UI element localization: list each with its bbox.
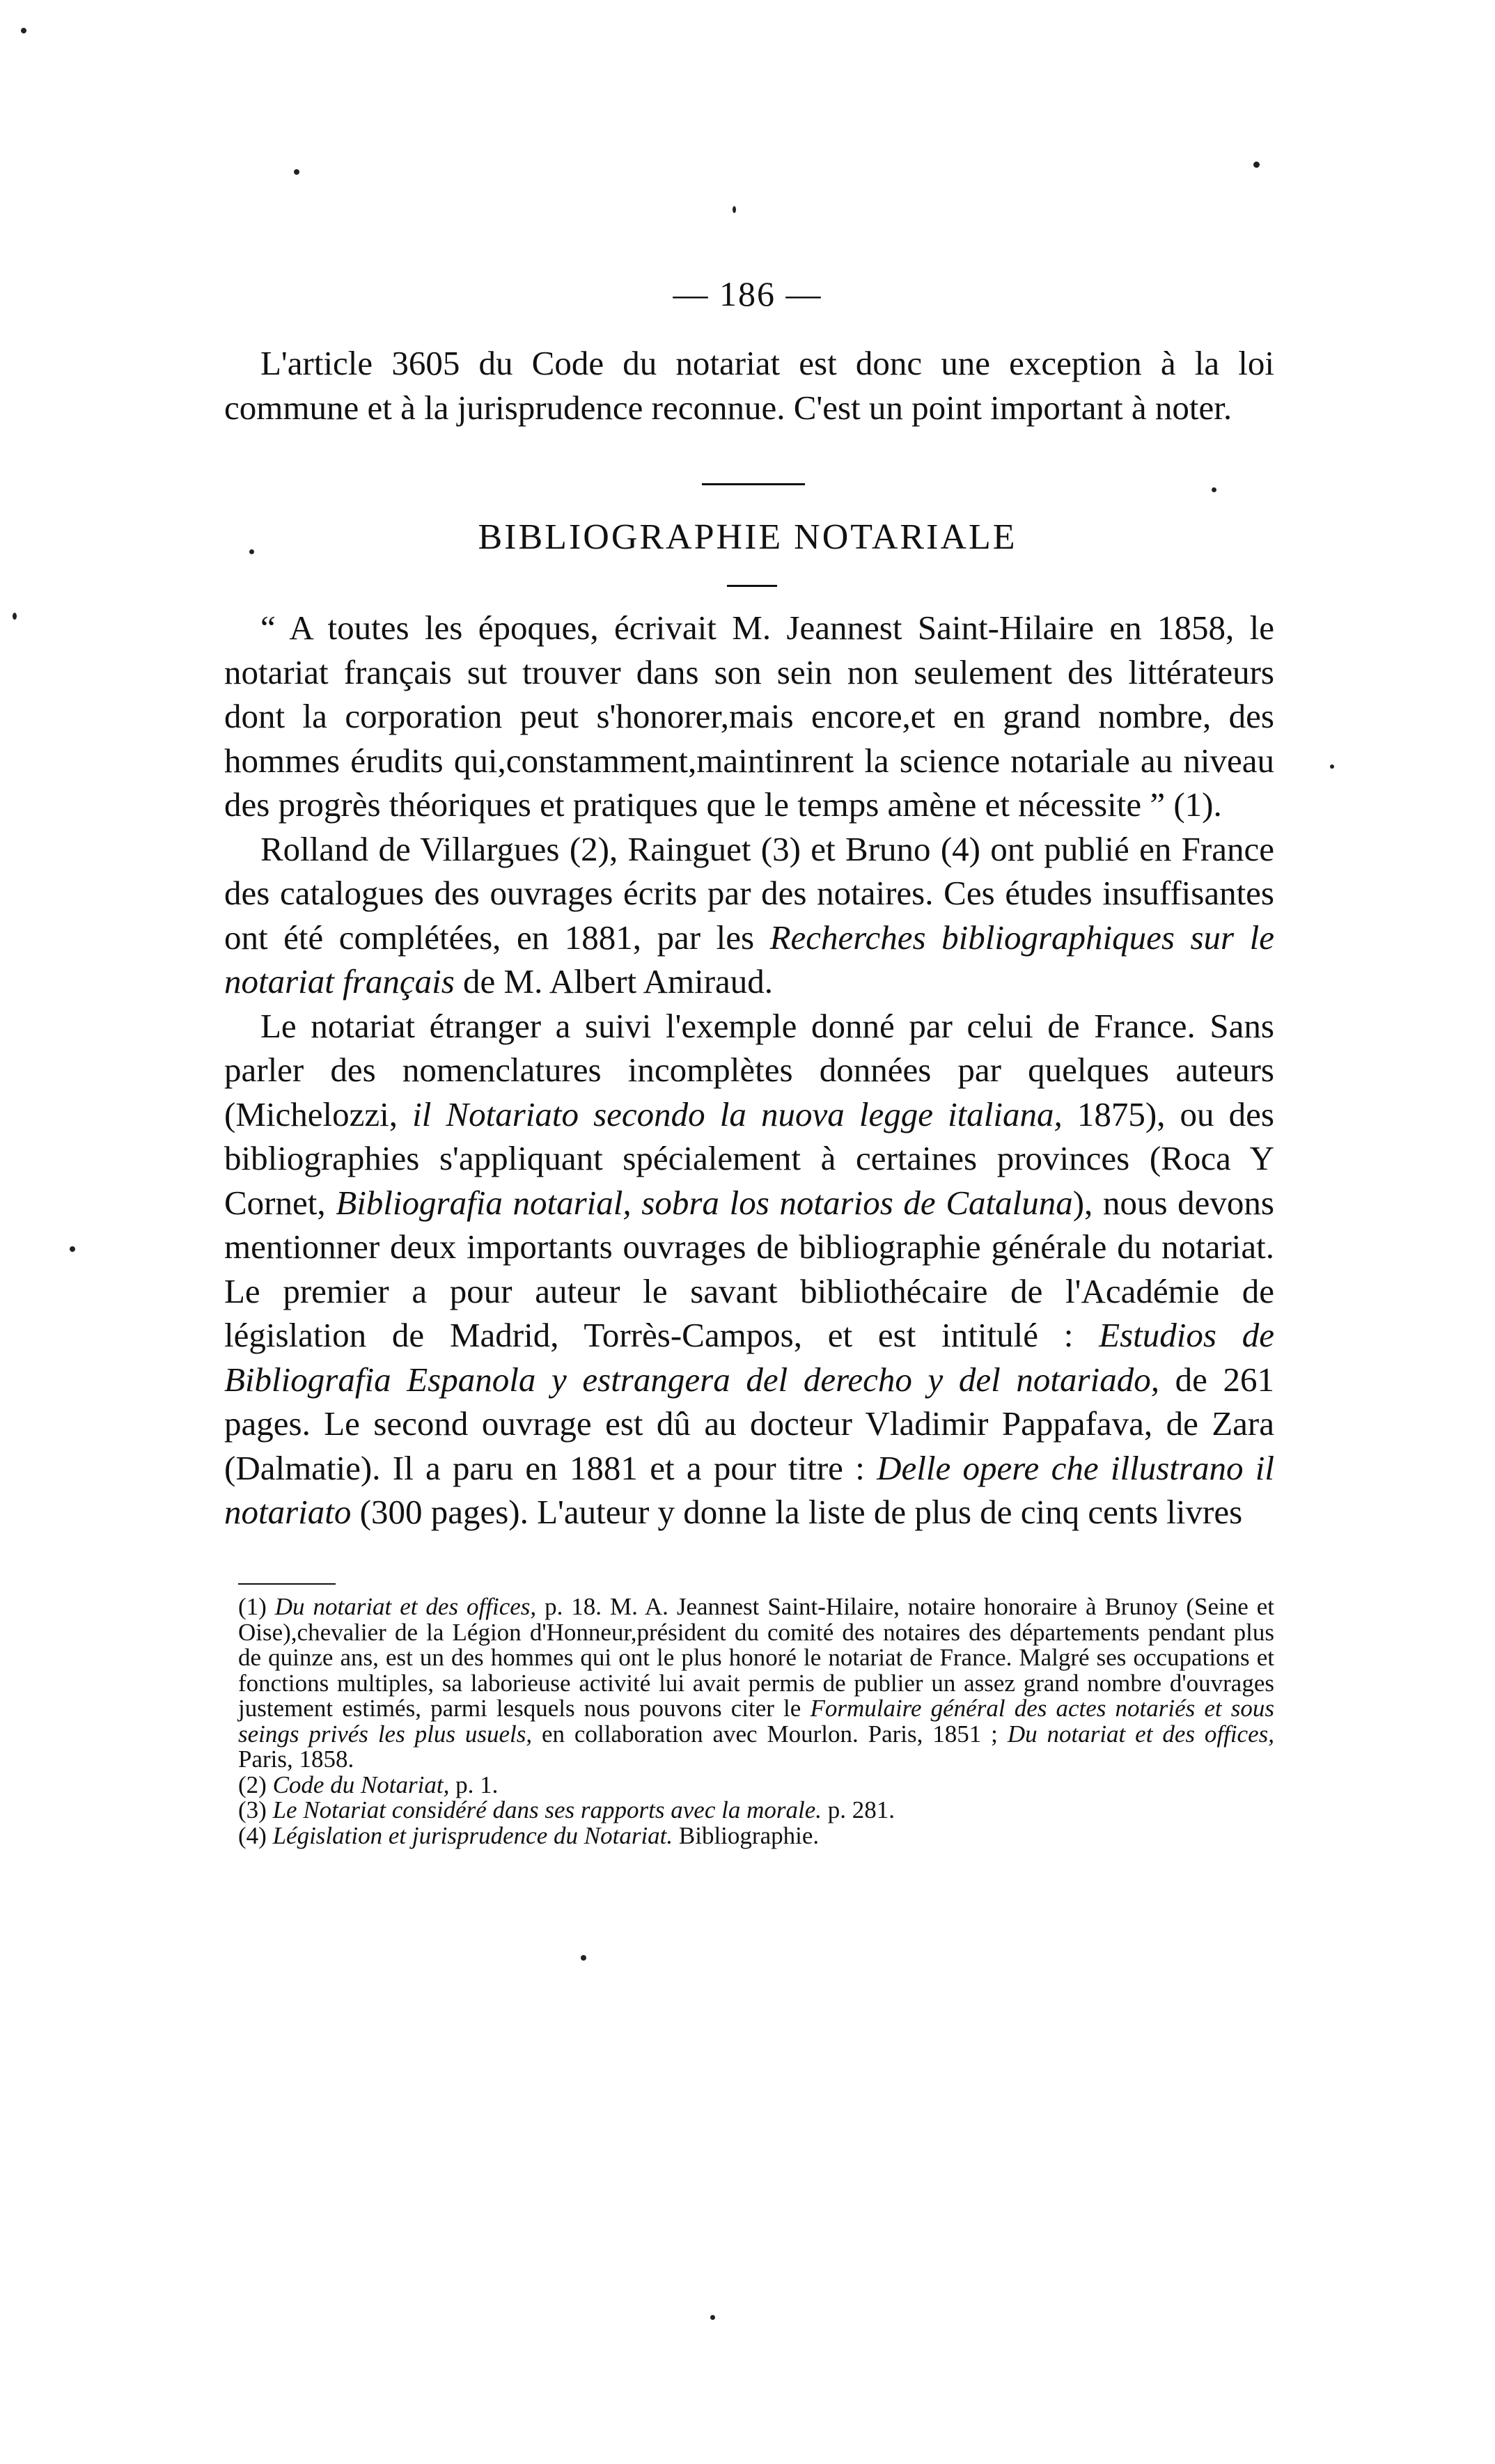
book-title: Estudios de Bibliografia Espanola y estrangera del derecho y del notariado, bbox=[224, 1316, 1274, 1399]
footnote-1 bbox=[238, 1594, 1274, 1773]
book-title: Le Notariat considéré dans ses rapports avec la morale. bbox=[272, 1796, 822, 1823]
book-title: Formulaire général des actes notariés et sous seings privés les plus usuels, bbox=[238, 1695, 1275, 1748]
note-marker: (2) bbox=[238, 1771, 273, 1798]
book-title: Législation et jurisprudence du Notariat. bbox=[272, 1821, 673, 1849]
text-run: p. 281. bbox=[822, 1796, 895, 1823]
scan-speck bbox=[1212, 487, 1216, 492]
page-number: — 186 — bbox=[673, 274, 822, 313]
scan-speck bbox=[21, 28, 26, 33]
book-title: il Notariato secondo la nuova legge italiana, bbox=[412, 1094, 1063, 1133]
book-title: Du notariat et des offices, bbox=[274, 1593, 537, 1620]
scan-speck bbox=[1330, 764, 1334, 769]
text-run: Bibliographie. bbox=[673, 1821, 820, 1849]
scan-speck bbox=[1253, 162, 1260, 168]
book-title: Du notariat et des offices, bbox=[1007, 1720, 1274, 1748]
scan-speck bbox=[581, 1955, 586, 1961]
note-marker: (4) bbox=[238, 1821, 273, 1849]
text-run: Rolland de Villargues (2), Rainguet (3) et Bruno (4) ont publié en France des catalogues des ouvrages écrits par des notaires. Ces études insuffisantes ont été complétées, en 1881, par les bbox=[224, 829, 1274, 957]
heading-rule bbox=[727, 585, 777, 587]
footnote-4 bbox=[238, 1823, 1274, 1849]
section-rule bbox=[702, 483, 805, 485]
text-run: p. 1. bbox=[449, 1771, 499, 1798]
text-run: de 261 pages. Le second ouvrage est dû au docteur Vladimir Pappafava, de Zara (Dalmatie). Il a paru en 1881 et a pour titre : bbox=[224, 1360, 1274, 1487]
section-heading: BIBLIOGRAPHIE NOTARIALE bbox=[478, 517, 1017, 557]
footnote-2 bbox=[238, 1773, 1274, 1798]
text-run: de M. Albert Amiraud. bbox=[454, 962, 774, 1000]
text-run: Paris, 1858. bbox=[238, 1745, 354, 1773]
text-run: 1875), ou des bibliographies s'appliquant spécialement à certaines provinces (Roca Y Cornet, bbox=[224, 1094, 1274, 1222]
scan-speck bbox=[70, 1246, 75, 1252]
text-run: Le notariat étranger a suivi l'exemple donné par celui de France. Sans parler des nomenclatures incomplètes données par quelques auteurs (Michelozzi, bbox=[224, 1006, 1274, 1133]
body-text bbox=[224, 606, 1274, 1535]
scan-speck bbox=[294, 169, 299, 175]
scan-speck bbox=[710, 2315, 715, 2320]
footnote-3 bbox=[238, 1798, 1274, 1823]
footnote-rule bbox=[238, 1583, 336, 1585]
note-marker: (3) bbox=[238, 1796, 273, 1823]
note-marker: (1) bbox=[238, 1593, 275, 1620]
paragraph-foreign bbox=[224, 1004, 1274, 1535]
scan-speck bbox=[733, 206, 736, 213]
text-run: ), nous devons mentionner deux importants ouvrages de bibliographie générale du notariat. Le premier a pour auteur le savant bibliothécaire de l'Académie de législation de Madrid, Torrès-Campos, et est intitulé : bbox=[224, 1183, 1274, 1354]
footnotes bbox=[238, 1594, 1274, 1849]
intro-paragraph: L'article 3605 du Code du notariat est donc une exception à la loi commune et à la jurisprudence reconnue. C'est un point important à noter. bbox=[224, 344, 1274, 427]
book-title: Delle opere che illustrano il notariato bbox=[224, 1448, 1274, 1531]
paragraph-quote: “ A toutes les époques, écrivait M. Jeannest Saint-Hilaire en 1858, le notariat français sut trouver dans son sein non seulement des littérateurs dont la corporation peut s'honorer,mais encore,et en grand nombre, des hommes érudits qui,constamment,maintinrent la science notariale au niveau des progrès théoriques et pratiques que le temps amène et nécessite ” (1). bbox=[224, 609, 1274, 824]
text-run: (300 pages). L'auteur y donne la liste de plus de cinq cents livres bbox=[351, 1493, 1243, 1531]
text-run: p. 18. M. A. Jeannest Saint-Hilaire, notaire honoraire à Brunoy (Seine et Oise),chevalier de la Légion d'Honneur,président du comité des notaires des départements pendant plus de quinze ans, est un des hommes qui ont le plus honoré le notariat de France. Malgré ses occupations et fonctions multiples, sa laborieuse activité lui avait permis de publier un assez grand nombre d'ouvrages justement estimés, parmi lesquels nous pouvons citer le bbox=[238, 1593, 1275, 1722]
book-title: Code du Notariat, bbox=[272, 1771, 450, 1798]
paragraph-catalogues bbox=[224, 827, 1274, 1004]
text-run: en collaboration avec Mourlon. Paris, 1851 ; bbox=[532, 1720, 1008, 1748]
scan-speck bbox=[13, 613, 17, 620]
book-title: Bibliografia notarial, sobra los notarios de Cataluna bbox=[336, 1183, 1073, 1222]
book-title: Recherches bibliographiques sur le notariat français bbox=[224, 918, 1274, 1000]
